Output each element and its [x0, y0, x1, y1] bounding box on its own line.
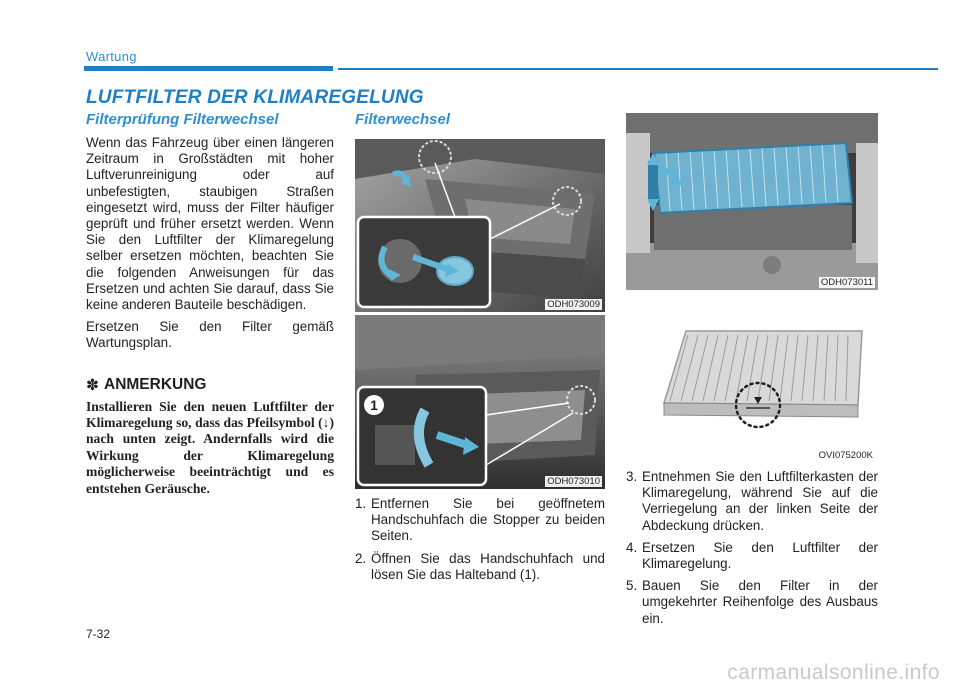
filter-housing-illustration	[626, 113, 878, 290]
list-item	[355, 551, 605, 583]
note-text: Installieren Sie den neuen Luftfilter der Klimaregelung so, dass das Pfeilsymbol (↓) nach unten zeigt. Andernfalls wird die Wirkung der Klimaregelung möglicherweise beeinträchtigt und es entstehen Geräusche.	[86, 398, 334, 496]
figure-glovebox-stopper	[355, 139, 605, 312]
right-steps-list	[626, 469, 878, 633]
page-number: 7-32	[86, 627, 111, 641]
step-number: 5.	[626, 578, 638, 594]
middle-steps-list	[355, 496, 605, 589]
figure-code-odh073010: ODH073010	[547, 476, 600, 487]
figure-code-odh073011: ODH073011	[820, 277, 873, 288]
note-star-icon: ✽	[86, 376, 99, 394]
filter-check-heading: Filterprüfung Filterwechsel	[86, 111, 279, 128]
header-rule-thick	[84, 66, 333, 71]
note-heading	[86, 376, 334, 395]
left-column	[86, 111, 334, 497]
note-heading-label: ANMERKUNG	[104, 376, 207, 394]
step-text: Entfernen Sie bei geöffnetem Handschuhfach die Stopper zu beiden Seiten.	[371, 496, 605, 544]
glovebox-stopper-illustration	[355, 139, 605, 312]
filter-change-heading: Filterwechsel	[355, 111, 451, 128]
step-text: Entnehmen Sie den Luftfilterkasten der Klimaregelung, während Sie auf die Verriegelung an der linken Seite der Abdeckung drücken.	[642, 469, 878, 533]
schedule-paragraph: Ersetzen Sie den Filter gemäß Wartungsplan.	[86, 319, 334, 351]
watermark: carmanualsonline.info	[727, 661, 940, 684]
section-label: Wartung	[86, 49, 137, 64]
glovebox-strap-illustration	[355, 315, 605, 489]
list-item	[626, 578, 878, 627]
step-number: 2.	[355, 550, 367, 566]
step-number: 4.	[626, 539, 638, 555]
list-item	[355, 496, 605, 545]
intro-paragraph: Wenn das Fahrzeug über einen längeren Zeitraum in Großstädten mit hoher Luftverunreinigung oder auf unbefestigten, staubigen Straßen eingesetzt wird, muss der Filter häufiger geprüft und früher ersetzt werden. Wenn Sie den Luftfilter der Klimaregelung selber ersetzen möchten, beachten Sie die folgenden Anweisungen für das Ersetzen und achten Sie darauf, dass Sie keine anderen Bauteile beschädigen.	[86, 135, 334, 313]
figure-code-ovi075200k: OVI075200K	[818, 450, 873, 461]
step-number: 3.	[626, 469, 638, 484]
middle-column	[355, 111, 605, 135]
step-text: Bauen Sie den Filter in der umgekehrter Reihenfolge des Ausbaus ein.	[642, 578, 878, 626]
step-number: 1.	[355, 496, 367, 511]
figure-filter-element	[626, 293, 878, 463]
list-item	[626, 469, 878, 534]
figure-glovebox-strap	[355, 315, 605, 489]
page-title: LUFTFILTER DER KLIMAREGELUNG	[86, 87, 424, 108]
callout-1-label: 1	[370, 397, 378, 413]
filter-element-illustration	[626, 293, 878, 463]
list-item	[626, 540, 878, 572]
figure-code-odh073009: ODH073009	[547, 299, 600, 310]
step-text: Öffnen Sie das Handschuhfach und lösen Sie das Halteband (1).	[371, 550, 605, 582]
header-rule-thin	[338, 68, 938, 70]
figure-filter-housing	[626, 113, 878, 290]
step-text: Ersetzen Sie den Luftfilter der Klimaregelung.	[642, 539, 878, 572]
